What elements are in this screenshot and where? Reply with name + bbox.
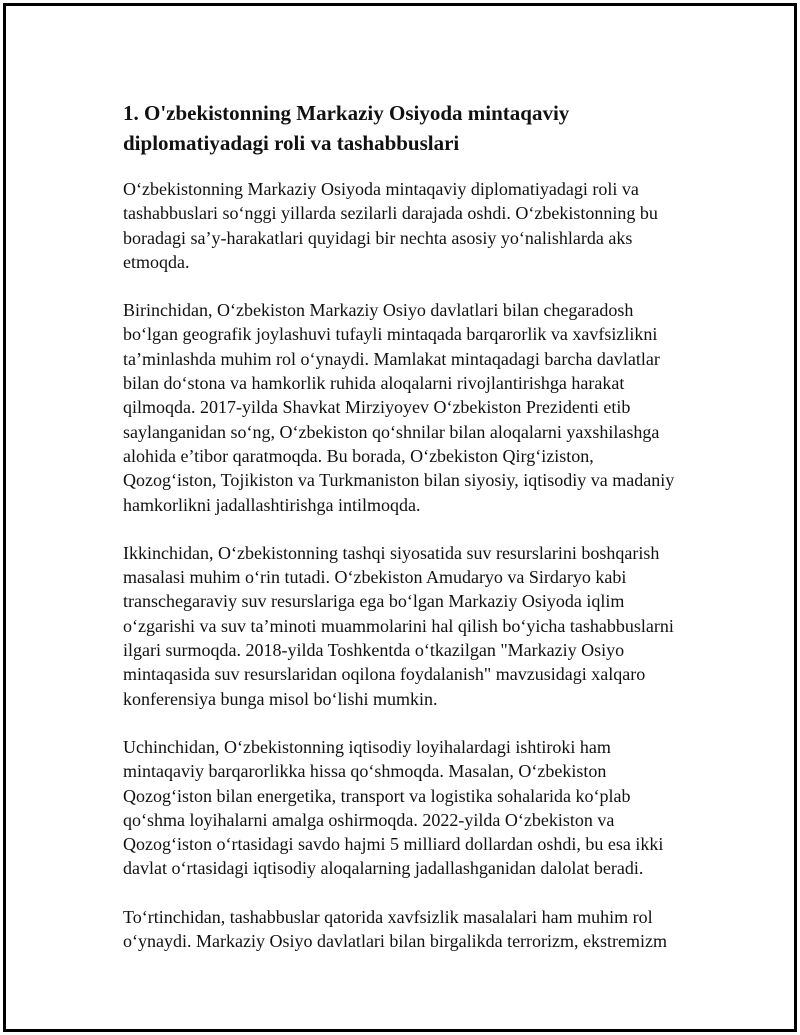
document-body xyxy=(123,98,693,977)
section-heading: 1. O'zbekistonning Markaziy Osiyoda mintaqaviy diplomatiyadagi roli va tashabbuslari xyxy=(123,101,570,155)
paragraph-third-point: Uchinchidan, O‘zbekistonning iqtisodiy loyihalardagi ishtiroki ham mintaqaviy barqarorlikka hissa qo‘shmoqda. Masalan, O‘zbekiston Qozog‘iston bilan energetika, transport va logistika sohalarida ko‘plab qo‘shma loyihalarni amalga oshirmoqda. 2022-yilda O‘zbekiston va Qozog‘iston o‘rtasidagi savdo hajmi 5 milliard dollardan oshdi, bu esa ikki davlat o‘rtasidagi iqtisodiy aloqalarning jadallashganidan dalolat beradi. xyxy=(123,736,664,879)
paragraph-intro: O‘zbekistonning Markaziy Osiyoda mintaqaviy diplomatiyadagi roli va tashabbuslari so‘nggi yillarda sezilarli darajada oshdi. O‘zbekistonning bu boradagi sa’y-harakatlari quyidagi bir nechta asosiy yo‘nalishlarda aks etmoqda. xyxy=(123,179,658,272)
paragraph-first-point: Birinchidan, O‘zbekiston Markaziy Osiyo davlatlari bilan chegaradosh bo‘lgan geografik joylashuvi tufayli mintaqada barqarorlik va xavfsizlikni ta’minlashda muhim rol o‘ynaydi. Mamlakat mintaqadagi barcha davlatlar bilan do‘stona va hamkorlik ruhida aloqalarni rivojlantirishga harakat qilmoqda. 2017-yilda Shavkat Mirziyoyev O‘zbekiston Prezidenti etib saylanganidan so‘ng, O‘zbekiston qo‘shnilar bilan aloqalarni yaxshilashga alohida e’tibor qaratmoqda. Bu borada, O‘zbekiston Qirg‘iziston, Qozog‘iston, Tojikiston va Turkmaniston bilan siyosiy, iqtisodiy va madaniy hamkorlikni jadallashtirishga intilmoqda. xyxy=(123,300,675,515)
paragraph-fourth-point: To‘rtinchidan, tashabbuslar qatorida xavfsizlik masalalari ham muhim rol o‘ynaydi. Markaziy Osiyo davlatlari bilan birgalikda terrorizm, ekstremizm xyxy=(123,906,667,952)
page-frame xyxy=(3,3,797,1032)
paragraph-second-point: Ikkinchidan, O‘zbekistonning tashqi siyosatida suv resurslarini boshqarish masalasi muhim o‘rin tutadi. O‘zbekiston Amudaryo va Sirdaryo kabi transchegaraviy suv resurslariga ega bo‘lgan Markaziy Osiyoda iqlim o‘zgarishi va suv ta’minoti muammolarini hal qilish bo‘yicha tashabbuslarni ilgari surmoqda. 2018-yilda Toshkentda o‘tkazilgan "Markaziy Osiyo mintaqasida suv resurslaridan oqilona foydalanish" mavzusidagi xalqaro konferensiya bunga misol bo‘lishi mumkin. xyxy=(123,542,674,709)
